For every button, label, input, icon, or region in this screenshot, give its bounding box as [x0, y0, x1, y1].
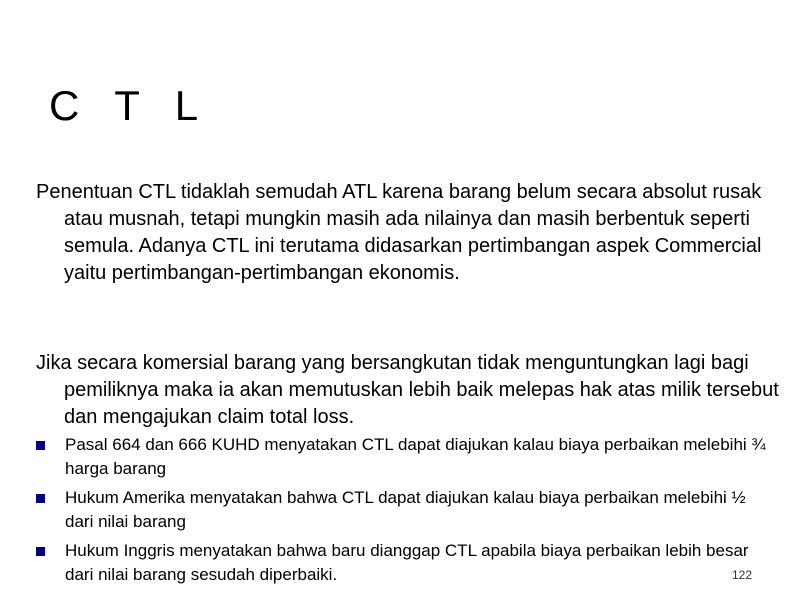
paragraph-commercial-loss: Jika secara komersial barang yang bersangkutan tidak menguntungkan lagi bagi pemiliknya maka ia akan memutuskan lebih baik melepas hak atas milik tersebut dan mengajukan claim total loss.: [36, 352, 779, 428]
bullet-text: Hukum Inggris menyatakan bahwa baru dianggap CTL apabila biaya perbaikan lebih besar dari nilai barang sesudah diperbaiki.: [65, 541, 749, 584]
paragraph-ctl-definition: Penentuan CTL tidaklah semudah ATL karena barang belum secara absolut rusak atau musnah, tetapi mungkin masih ada nilainya dan masih berbentuk seperti semula. Adanya CTL ini terutama didasarkan pertimbangan aspek Commercial yaitu pertimbangan-pertimbangan ekonomis.: [36, 181, 762, 284]
bullet-item-english-law: [36, 539, 771, 587]
bullet-item-american-law: [36, 486, 771, 534]
bullet-text: Hukum Amerika menyatakan bahwa CTL dapat diajukan kalau biaya perbaikan melebihi ½ dari nilai barang: [65, 488, 746, 531]
square-bullet-icon: [36, 547, 45, 556]
bullet-item-kuhd: [36, 433, 771, 481]
square-bullet-icon: [36, 494, 45, 503]
page-number: 122: [731, 568, 752, 582]
bullet-list: [36, 433, 771, 592]
bullet-text: Pasal 664 dan 666 KUHD menyatakan CTL dapat diajukan kalau biaya perbaikan melebihi ¾ harga barang: [65, 435, 766, 478]
square-bullet-icon: [36, 441, 45, 450]
slide-title: C T L: [49, 82, 211, 129]
